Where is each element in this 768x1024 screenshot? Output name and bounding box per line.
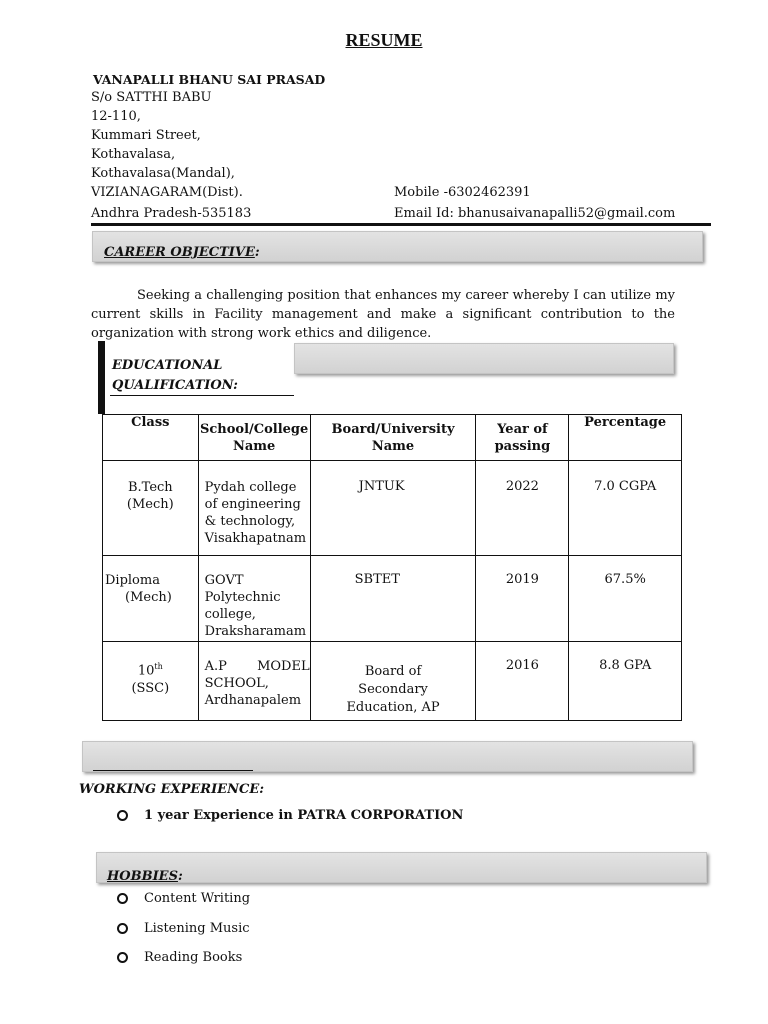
bullet-circle-icon: [117, 810, 128, 821]
cell-board: JNTUK: [310, 461, 476, 556]
hobbies-heading-text: HOBBIES: [107, 869, 178, 884]
hobbies-heading: [107, 869, 183, 884]
career-objective-colon: :: [254, 245, 260, 260]
cell-year: 2022: [476, 461, 569, 556]
candidate-name: VANAPALLI BHANU SAI PRASAD: [93, 72, 326, 87]
education-side-bar: [98, 341, 105, 414]
cell-class: 10th (SSC): [103, 642, 199, 721]
table-row: [103, 642, 682, 721]
career-objective-heading: [104, 245, 260, 260]
bullet-circle-icon: [117, 893, 128, 904]
address-line: Kothavalasa(Mandal),: [91, 166, 235, 181]
cell-school: GOVT Polytechnic college, Draksharamam: [198, 556, 310, 642]
education-heading-line1: EDUCATIONAL: [112, 358, 223, 373]
education-heading-underline: [110, 395, 294, 396]
address-line: Kummari Street,: [91, 128, 201, 143]
header-divider: [91, 223, 711, 226]
cell-school: A.P MODEL SCHOOL, Ardhanapalem: [198, 642, 310, 721]
header-class: Class: [103, 415, 199, 461]
hobby-item: Listening Music: [144, 921, 250, 936]
header-board: Board/University Name: [310, 415, 476, 461]
resume-title: RESUME: [345, 30, 423, 50]
experience-item: 1 year Experience in PATRA CORPORATION: [144, 808, 464, 823]
cell-board: SBTET: [310, 556, 476, 642]
cell-class: Diploma (Mech): [103, 556, 199, 642]
cell-year: 2019: [476, 556, 569, 642]
working-experience-underline: [93, 770, 253, 771]
education-heading-line2: QUALIFICATION:: [112, 378, 238, 393]
header-school: School/College Name: [198, 415, 310, 461]
table-row: [103, 461, 682, 556]
cell-percentage: 7.0 CGPA: [569, 461, 682, 556]
table-row: [103, 556, 682, 642]
address-line: VIZIANAGARAM(Dist).: [91, 185, 243, 200]
education-band: [294, 343, 674, 374]
address-line: 12-110,: [91, 109, 141, 124]
cell-class: B.Tech (Mech): [103, 461, 199, 556]
career-objective-body: Seeking a challenging position that enhances my career whereby I can utilize my current skills in Facility management and make a significant contribution to the organization with strong work ethics and diligence.: [91, 288, 675, 341]
cell-percentage: 8.8 GPA: [569, 642, 682, 721]
header-percentage: Percentage: [569, 415, 682, 461]
cell-year: 2016: [476, 642, 569, 721]
email-address: Email Id: bhanusaivanapalli52@gmail.com: [394, 206, 676, 221]
education-table: [102, 414, 682, 721]
bullet-circle-icon: [117, 952, 128, 963]
hobby-item: Reading Books: [144, 950, 243, 965]
hobbies-band: [96, 852, 707, 883]
bullet-circle-icon: [117, 923, 128, 934]
table-header-row: [103, 415, 682, 461]
hobbies-colon: :: [177, 869, 183, 884]
career-objective-text: [91, 286, 675, 343]
address-line: S/o SATTHI BABU: [91, 90, 212, 105]
working-experience-band: [82, 741, 693, 772]
address-line: Kothavalasa,: [91, 147, 176, 162]
working-experience-heading: WORKING EXPERIENCE:: [79, 782, 265, 797]
hobby-item: Content Writing: [144, 891, 251, 906]
cell-board: Board of Secondary Education, AP: [310, 642, 476, 721]
address-line: Andhra Pradesh-535183: [91, 206, 252, 221]
mobile-number: Mobile -6302462391: [394, 185, 531, 200]
cell-school: Pydah college of engineering & technology, Visakhapatnam: [198, 461, 310, 556]
cell-percentage: 67.5%: [569, 556, 682, 642]
career-objective-heading-text: CAREER OBJECTIVE: [104, 245, 255, 260]
header-year: Year of passing: [476, 415, 569, 461]
